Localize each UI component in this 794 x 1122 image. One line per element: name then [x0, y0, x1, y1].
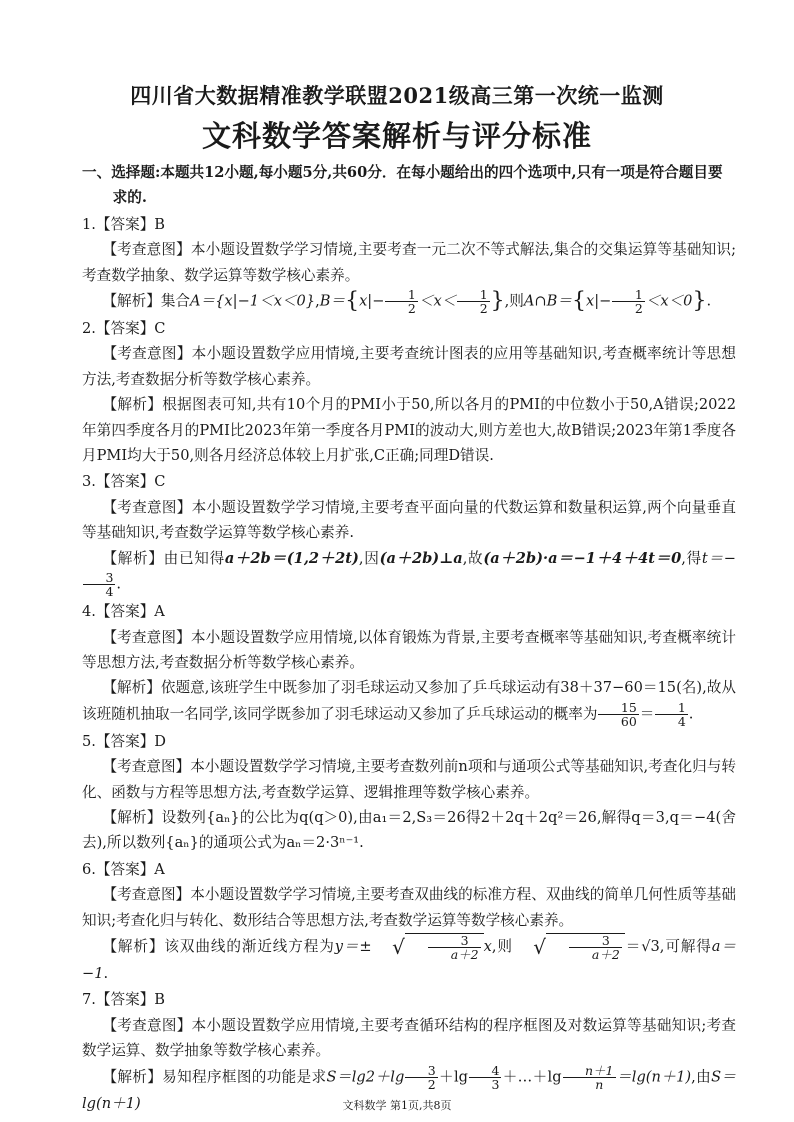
answer-line: 3.【答案】C [82, 473, 166, 491]
question-1 [82, 212, 736, 315]
answer-line: 7.【答案】B [82, 991, 166, 1009]
solution: 【解析】集合A＝{x|−1＜x＜0},B＝{x|− $\frac{1}{2}$ ＜x＜ $\frac{1}{2}$ },则A∩B＝{x|− $\frac{1}{2}$ ＜x＜0}. [102, 287, 712, 317]
intent: 【考查意图】本小题设置数学应用情境,以体育锻炼为背景,主要考查概率等基础知识,考查概率统计等思想方法,考查数据分析等数学核心素养。 [82, 628, 736, 671]
fraction: $\frac{1}{2}$ [385, 288, 417, 315]
intent: 【考查意图】本小题设置数学学习情境,主要考查双曲线的标准方程、双曲线的简单几何性质等基础知识;考查化归与转化、数形结合等思想方法,考查数学运算等数学核心素养。 [82, 886, 736, 929]
question-2 [82, 316, 736, 468]
question-3 [82, 469, 736, 598]
intent: 【考查意图】本小题设置数学学习情境,主要考查平面向量的代数运算和数量积运算,两个向量垂直等基础知识,考查数学运算等数学核心素养. [82, 498, 736, 542]
solution: 【解析】由已知得a＋2b＝(1,2＋2t),因(a＋2b)⊥a,故(a＋2b)·a＝−1＋4＋4t＝0,得t＝− $\frac{3}{4}$ . [82, 546, 736, 598]
content [82, 160, 736, 1116]
solution: 【解析】设数列{aₙ}的公比为q(q＞0),由a₁＝2,S₃＝26得2＋2q＋2q²＝26,解得q＝3,q＝−4(舍去),所以数列{aₙ}的通项公式为aₙ＝2·3ⁿ⁻¹. [82, 808, 736, 852]
intent: 【考查意图】本小题设置数学应用情境,主要考查统计图表的应用等基础知识,考查概率统计等思想方法,考查数据分析等数学核心素养。 [82, 345, 736, 388]
question-5 [82, 729, 736, 856]
fraction: $\frac{15}{60}$ [598, 701, 638, 728]
question-4 [82, 599, 736, 728]
solution: 【解析】依题意,该班学生中既参加了羽毛球运动又参加了乒乓球运动有38＋37−60＝15(名),故从该班随机抽取一名同学,该同学既参加了羽毛球运动又参加了乒乓球运动的概率为 $\frac{15}{60}$ ＝ $\frac{1}{4}$ . [82, 679, 736, 729]
fraction: $\frac{3}{a+2}$ [569, 934, 621, 961]
intent: 【考查意图】本小题设置数学应用情境,主要考查循环结构的程序框图及对数运算等基础知识;考查数学运算、数学抽象等数学核心素养。 [82, 1016, 736, 1060]
answer-line: 6.【答案】A [82, 860, 165, 878]
answer-line: 4.【答案】A [82, 603, 165, 621]
solution: 【解析】根据图表可知,共有10个月的PMI小于50,所以各月的PMI的中位数小于50,A错误;2022年第四季度各月的PMI比2023年第一季度各月PMI的波动大,则方差也大,故B错误;2023年第1季度各月PMI均大于50,则各月经济总体较上月扩张,C正确;同理D错误. [82, 396, 736, 465]
fraction: $\frac{1}{2}$ [457, 288, 489, 315]
section-heading: 一、选择题:本题共12小题,每小题5分,共60分．在每小题给出的四个选项中,只有一项是符合题目要求的. [82, 164, 723, 207]
intent: 【考查意图】本小题设置数学学习情境,主要考查数列前n项和与通项公式等基础知识,考查化归与转化、函数与方程等思想方法,考查数学运算、逻辑推理等数学核心素养。 [82, 758, 736, 801]
exam-title: 四川省大数据精准教学联盟2021级高三第一次统一监测 [130, 83, 664, 108]
answer-line: 5.【答案】D [82, 732, 166, 750]
fraction: $\frac{3}{a+2}$ [428, 934, 480, 961]
intent: 【考查意图】本小题设置数学学习情境,主要考查一元二次不等式解法,集合的交集运算等基础知识;考查数学抽象、数学运算等数学核心素养。 [82, 241, 736, 284]
question-6 [82, 857, 736, 987]
solution: 【解析】该双曲线的渐近线方程为y＝± √ $\frac{3}{a+2}$ x,则 √ $\frac{3}{a+2}$ ＝√3,可解得a＝−1. [82, 932, 736, 982]
document-title: 文科数学答案解析与评分标准 [201, 119, 592, 153]
answer-line: 1.【答案】B [82, 215, 166, 233]
square-root: √ $\frac{3}{a+2}$ [372, 933, 484, 961]
page-footer: 文科数学 第1页,共8页 [342, 1099, 452, 1112]
fraction: $\frac{n+1}{n}$ [563, 1064, 616, 1091]
fraction: $\frac{1}{4}$ [655, 701, 687, 728]
answer-line: 2.【答案】C [82, 320, 166, 338]
fraction: $\frac{4}{3}$ [469, 1064, 501, 1091]
fraction: $\frac{3}{4}$ [83, 571, 115, 598]
fraction: $\frac{3}{2}$ [405, 1064, 437, 1091]
fraction: $\frac{1}{2}$ [612, 288, 644, 315]
square-root: √ $\frac{3}{a+2}$ [513, 933, 625, 961]
solution: 【解析】易知程序框图的功能是求S＝lg2＋lg $\frac{3}{2}$ ＋lg $\frac{4}{3}$ ＋…＋lg $\frac{n+1}{n}$ ＝lg(n＋1),由S＝lg(n＋1) [82, 1062, 736, 1112]
